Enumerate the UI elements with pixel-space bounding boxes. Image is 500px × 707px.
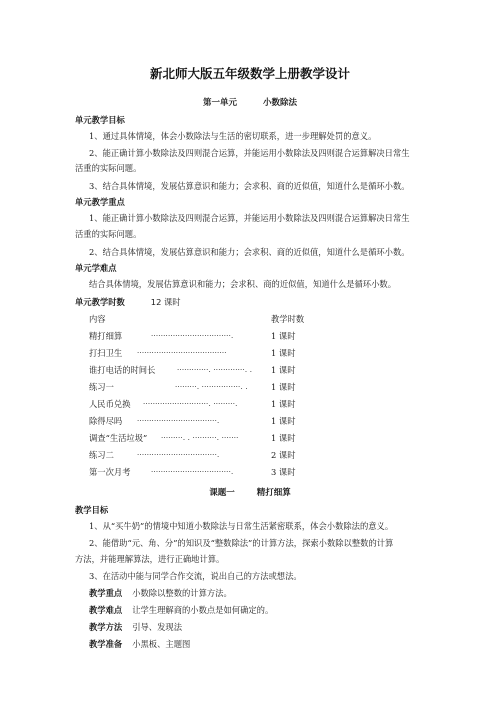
row-name: 谁打电话的时间长	[89, 365, 156, 375]
row-hours: 2 课时	[271, 450, 296, 460]
table-row	[89, 381, 349, 393]
table-row	[89, 432, 349, 444]
goals-heading: 单元教学目标	[75, 115, 125, 125]
col-content-header: 内容	[89, 314, 106, 324]
row-name: 调查“生活垃圾”	[89, 433, 148, 443]
row-leader: ·········. ················. .	[175, 383, 248, 391]
row-hours: 1 课时	[271, 348, 296, 358]
focus-item: 2、结合具体情境，发展估算意识和能力；会求积、商的近似值，知道什么是循环小数。	[89, 247, 410, 257]
lesson-name: 精打细算	[256, 488, 291, 498]
method-label: 教学方法	[89, 622, 123, 632]
difficulty-item: 结合具体情境，发展估算意识和能力；会求积、商的近似值，知道什么是循环小数。	[89, 279, 396, 289]
unit-topic: 小数除法	[263, 98, 298, 108]
table-row	[89, 466, 349, 478]
goal-item: 2、能正确计算小数除法及四则混合运算，并能运用小数除法及四则混合运算解决日常生	[89, 148, 410, 158]
row-leader: ·········. . ··········. ·······	[161, 434, 239, 442]
prep-value: 小黑板、主题图	[132, 639, 191, 649]
row-leader: ···························. ·········.	[143, 400, 238, 408]
hours-total: 12 课时	[150, 297, 181, 307]
table-row	[89, 398, 349, 410]
row-hours: 3 课时	[271, 467, 296, 477]
row-leader: ·····································	[137, 349, 227, 357]
row-name: 精打细算	[89, 331, 123, 341]
lesson-difficulty	[89, 604, 449, 616]
difficulty-label: 教学难点	[89, 605, 123, 615]
table-row	[89, 449, 349, 461]
row-leader: ·································.	[151, 468, 234, 476]
difficulty-heading: 单元学难点	[75, 263, 117, 273]
row-name: 除得尽吗	[89, 416, 123, 426]
col-hours-header: 教学时数	[271, 314, 305, 324]
lesson-method	[89, 621, 449, 633]
goal-item: 1、通过具体情境，体会小数除法与生活的密切联系，进一步理解处罚的意义。	[89, 131, 377, 141]
lesson-key-point	[89, 587, 449, 599]
row-name: 人民币兑换	[89, 399, 131, 409]
lesson-goal-item: 方法，并能理解算法，进行正确地计算。	[75, 554, 225, 564]
document-title: 新北师大版五年级数学上册教学设计	[149, 66, 350, 81]
prep-label: 教学准备	[89, 639, 123, 649]
row-leader: ·············. ·············. .	[177, 366, 253, 374]
row-name: 练习一	[89, 382, 114, 392]
table-row	[89, 347, 349, 359]
row-hours: 1 课时	[271, 382, 296, 392]
lesson-heading	[0, 486, 500, 498]
row-hours: 1 课时	[271, 416, 296, 426]
hours-heading-label: 单元教学时数	[75, 297, 125, 307]
row-hours: 1 课时	[271, 399, 296, 409]
unit-heading	[0, 96, 500, 108]
unit-name: 第一单元	[202, 98, 237, 108]
method-value: 引导、发现法	[132, 622, 182, 632]
hours-table-header	[89, 313, 349, 325]
table-row	[89, 364, 349, 376]
focus-item: 活重的实际问题。	[75, 229, 142, 239]
table-row	[89, 330, 349, 342]
lesson-goal-item: 3、在活动中能与同学合作交流，说出自己的方法或想法。	[89, 571, 302, 581]
row-name: 第一次月考	[89, 467, 131, 477]
row-hours: 1 课时	[271, 365, 296, 375]
goal-item: 3、结合具体情境，发展估算意识和能力；会求积、商的近似值，知道什么是循环小数。	[89, 181, 410, 191]
focus-item: 1、能正确计算小数除法及四则混合运算，并能运用小数除法及四则混合运算解决日常生	[89, 213, 410, 223]
difficulty-value: 让学生理解商的小数点是如何确定的。	[132, 605, 274, 615]
lesson-goal-item: 1、从“买牛奶”的情境中知道小数除法与日常生活紧密联系，体会小数除法的意义。	[89, 521, 394, 531]
lesson-prep	[89, 638, 449, 650]
row-leader: ·································.	[137, 451, 220, 459]
key-point-label: 教学重点	[89, 588, 123, 598]
row-name: 打扫卫生	[89, 348, 123, 358]
hours-heading	[75, 296, 435, 308]
focus-heading: 单元教学重点	[75, 197, 125, 207]
row-hours: 1 课时	[271, 433, 296, 443]
lesson-goal-item: 2、能借助“元、角、分”的知识及“整数除法”的计算方法，探索小数除以整数的计算	[89, 538, 394, 548]
lesson-number: 课题一	[209, 488, 235, 498]
row-leader: ·································.	[151, 332, 234, 340]
goal-item: 活重的实际问题。	[75, 163, 142, 173]
key-point-value: 小数除以整数的计算方法。	[132, 588, 232, 598]
lesson-goals-heading: 教学目标	[75, 505, 109, 515]
table-row	[89, 415, 349, 427]
row-hours: 1 课时	[271, 331, 296, 341]
row-name: 练习二	[89, 450, 114, 460]
row-leader: ·································.	[137, 417, 220, 425]
